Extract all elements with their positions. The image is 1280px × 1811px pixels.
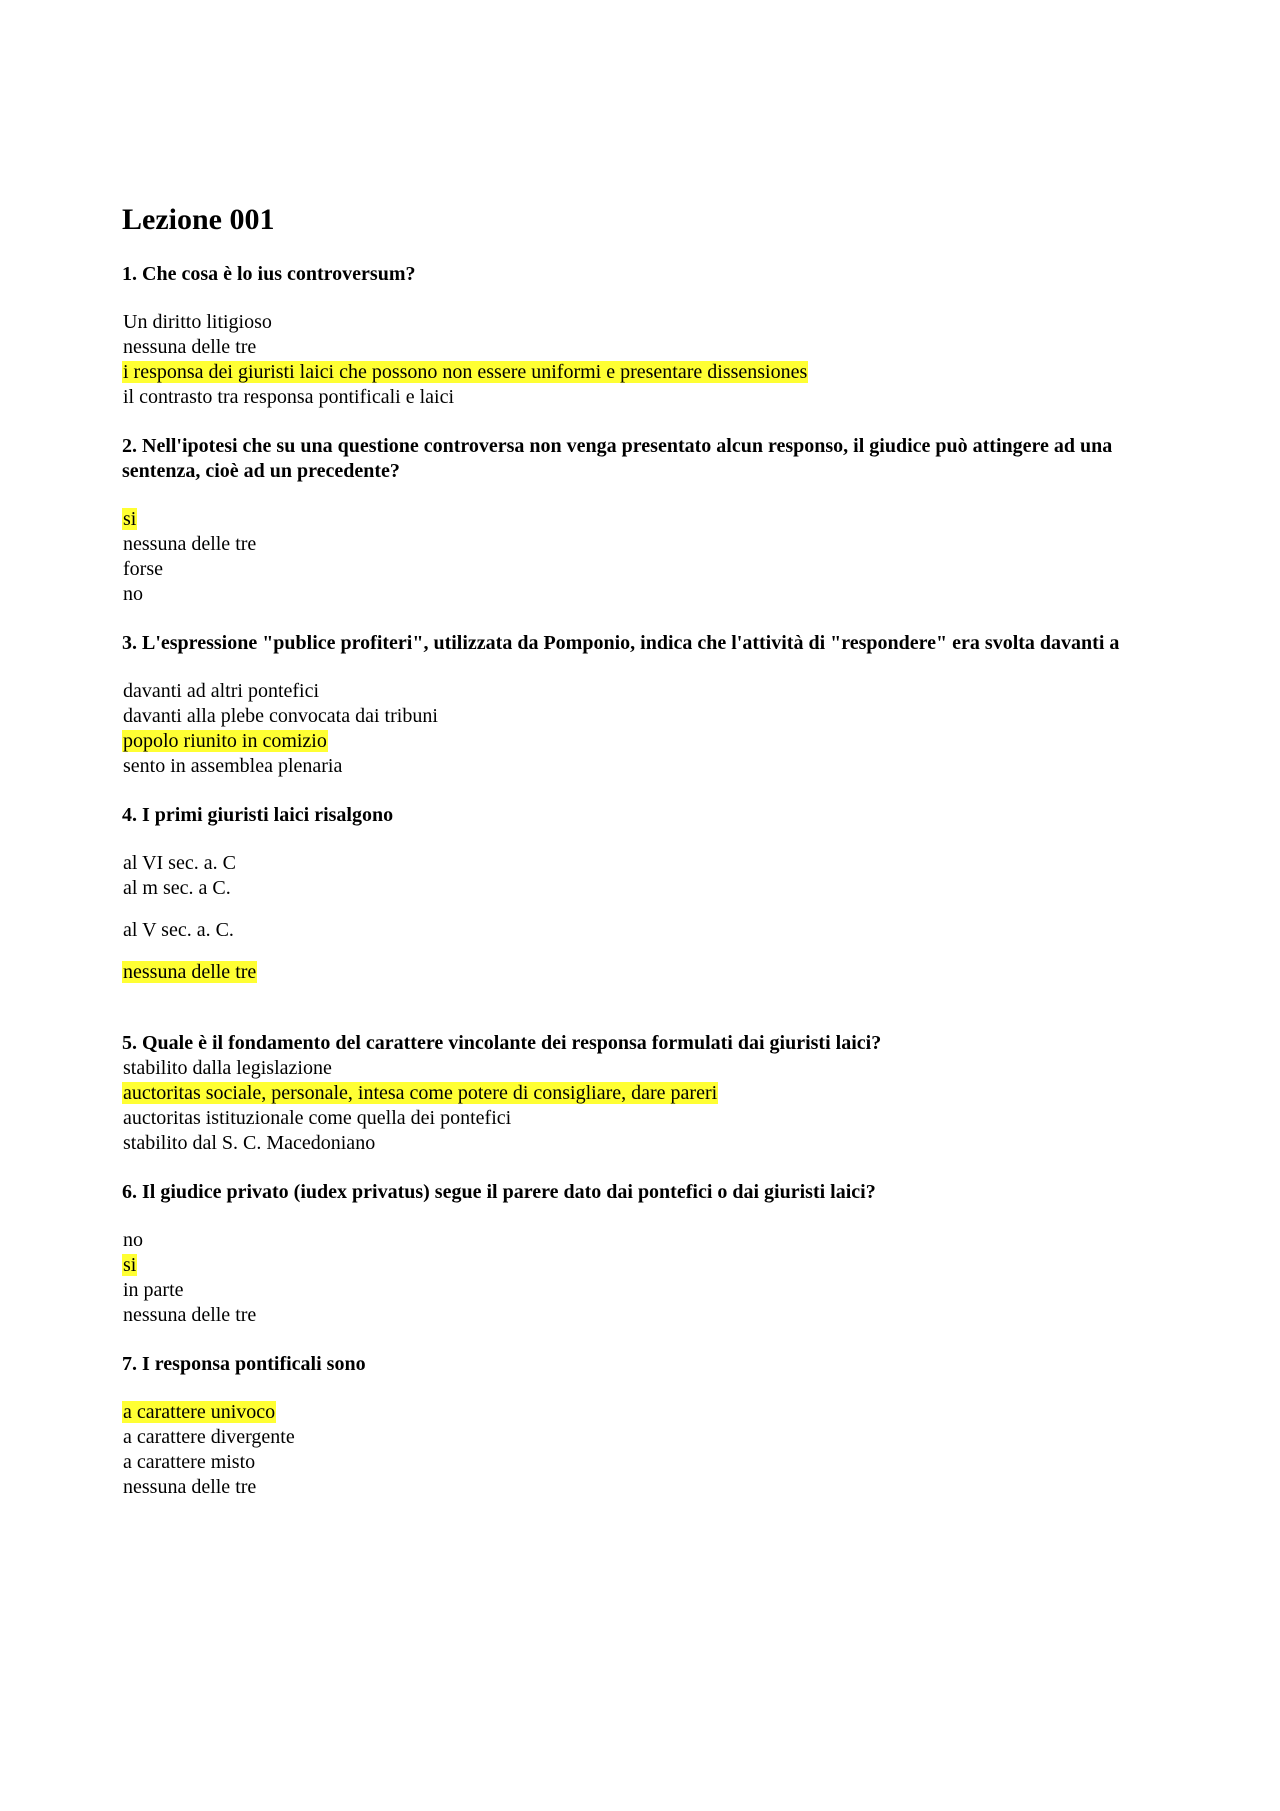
- answer-option-highlighted: [122, 507, 1182, 532]
- answer-text: in parte: [123, 1279, 184, 1301]
- question-label: L'espressione "publice profiteri", utilizzata da Pomponio, indica che l'attività di "respondere" era svolta davanti a: [142, 632, 1120, 654]
- answer-list: [122, 1056, 1182, 1156]
- question-number: 4.: [122, 804, 137, 826]
- answer-text: stabilito dal S. C. Macedoniano: [123, 1132, 376, 1154]
- answer-list: [122, 679, 1182, 779]
- question-number: 2.: [122, 435, 137, 457]
- answer-option: [122, 918, 1182, 943]
- question-1: [122, 262, 1182, 410]
- document-page: [122, 200, 1182, 1524]
- answer-text: si: [123, 508, 137, 530]
- answer-option: [122, 851, 1182, 876]
- answer-option-highlighted: [122, 960, 1182, 985]
- answer-text: forse: [123, 558, 163, 580]
- question-number: 7.: [122, 1353, 137, 1375]
- answer-option-highlighted: [122, 360, 1182, 385]
- answer-option: [122, 310, 1182, 335]
- answer-text: popolo riunito in comizio: [123, 730, 327, 752]
- answer-text: Un diritto litigioso: [123, 311, 272, 333]
- answer-text: al m sec. a C.: [123, 877, 231, 899]
- answer-option: [122, 385, 1182, 410]
- answer-option: [122, 1303, 1182, 1328]
- answer-text: auctoritas istituzionale come quella dei pontefici: [123, 1107, 512, 1129]
- question-4: [122, 803, 1182, 985]
- answer-text: davanti ad altri pontefici: [123, 680, 320, 702]
- question-2: [122, 434, 1182, 607]
- answer-text: no: [123, 1229, 143, 1251]
- answer-option-highlighted: [122, 1081, 1182, 1106]
- answer-list: [122, 1228, 1182, 1328]
- answer-list: [122, 851, 1182, 985]
- answer-option: [122, 532, 1182, 557]
- answer-option: [122, 1278, 1182, 1303]
- question-4-text: [122, 803, 1182, 828]
- question-label: Il giudice privato (iudex privatus) segue il parere dato dai pontefici o dai giuristi laici?: [142, 1181, 876, 1203]
- answer-text: a carattere misto: [123, 1451, 256, 1473]
- answer-list: [122, 1400, 1182, 1500]
- answer-text: sento in assemblea plenaria: [123, 755, 343, 777]
- answer-text: nessuna delle tre: [123, 1476, 257, 1498]
- answer-text: no: [123, 583, 143, 605]
- answer-text: i responsa dei giuristi laici che possono non essere uniformi e presentare dissensiones: [123, 361, 808, 383]
- question-7: [122, 1352, 1182, 1500]
- question-2-text: [122, 434, 1182, 484]
- answer-option-highlighted: [122, 1253, 1182, 1278]
- answer-text: nessuna delle tre: [123, 1304, 257, 1326]
- answer-list: [122, 310, 1182, 410]
- answer-option-highlighted: [122, 1400, 1182, 1425]
- lesson-title: Lezione 001: [122, 203, 275, 236]
- question-5: [122, 1031, 1182, 1156]
- answer-text: il contrasto tra responsa pontificali e laici: [123, 386, 454, 408]
- answer-text: nessuna delle tre: [123, 961, 257, 983]
- question-number: 3.: [122, 632, 137, 654]
- answer-text: si: [123, 1254, 137, 1276]
- answer-option: [122, 1450, 1182, 1475]
- question-label: Nell'ipotesi che su una questione controversa non venga presentato alcun responso, il giudice può attingere ad una sentenza, cioè ad un precedente?: [122, 435, 1113, 482]
- answer-text: davanti alla plebe convocata dai tribuni: [123, 705, 438, 727]
- answer-option: [122, 1056, 1182, 1081]
- question-label: Quale è il fondamento del carattere vincolante dei responsa formulati dai giuristi laici?: [142, 1032, 882, 1054]
- answer-option: [122, 557, 1182, 582]
- answer-option: [122, 582, 1182, 607]
- answer-text: nessuna delle tre: [123, 533, 257, 555]
- answer-option: [122, 704, 1182, 729]
- question-number: 6.: [122, 1181, 137, 1203]
- answer-text: stabilito dalla legislazione: [123, 1057, 332, 1079]
- answer-option: [122, 754, 1182, 779]
- answer-option: [122, 1106, 1182, 1131]
- question-6-text: [122, 1180, 1182, 1205]
- answer-option: [122, 335, 1182, 360]
- answer-text: a carattere divergente: [123, 1426, 295, 1448]
- answer-option: [122, 1425, 1182, 1450]
- question-6: [122, 1180, 1182, 1328]
- question-label: I responsa pontificali sono: [142, 1353, 366, 1375]
- answer-option: [122, 679, 1182, 704]
- question-label: Che cosa è lo ius controversum?: [142, 263, 416, 285]
- answer-text: al VI sec. a. C: [123, 852, 236, 874]
- question-number: 5.: [122, 1032, 137, 1054]
- question-7-text: [122, 1352, 1182, 1377]
- question-5-text: [122, 1031, 1182, 1056]
- question-3-text: [122, 631, 1182, 656]
- answer-text: nessuna delle tre: [123, 336, 257, 358]
- question-number: 1.: [122, 263, 137, 285]
- answer-option: [122, 876, 1182, 901]
- answer-text: al V sec. a. C.: [123, 919, 234, 941]
- answer-option: [122, 1228, 1182, 1253]
- question-label: I primi giuristi laici risalgono: [142, 804, 394, 826]
- answer-option-highlighted: [122, 729, 1182, 754]
- answer-option: [122, 1475, 1182, 1500]
- answer-text: a carattere univoco: [123, 1401, 276, 1423]
- question-1-text: [122, 262, 1182, 287]
- question-3: [122, 631, 1182, 779]
- answer-text: auctoritas sociale, personale, intesa come potere di consigliare, dare pareri: [123, 1082, 718, 1104]
- answer-option: [122, 1131, 1182, 1156]
- answer-list: [122, 507, 1182, 607]
